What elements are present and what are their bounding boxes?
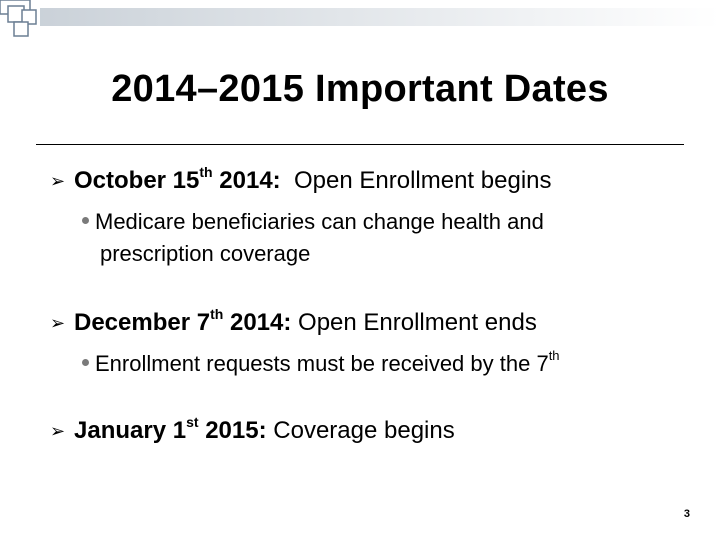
header-decoration [0,0,720,40]
title-divider [36,144,684,145]
arrowhead-icon: ➢ [50,171,66,191]
date-ordinal: st [186,414,199,430]
sub-bullet-october [82,206,544,270]
sub-bullet-december [82,348,560,380]
page-title: 2014–2015 Important Dates [111,68,609,110]
dot-icon [82,359,89,366]
bullet-text: Open Enrollment ends [291,309,537,336]
sub-bullet-text-continued: prescription coverage [100,241,311,266]
sub-bullet-ordinal: th [548,348,560,363]
date-label: October 15 [74,167,200,194]
date-label: December 7 [74,309,211,336]
date-ordinal: th [210,306,224,322]
bullet-text: Coverage begins [266,417,455,444]
date-ordinal: th [199,164,213,180]
date-label: January 1 [74,417,187,444]
slide-number: 3 [683,508,690,520]
bullet-text: Open Enrollment begins [280,167,552,194]
arrowhead-icon: ➢ [50,313,66,333]
sub-bullet-text: Medicare beneficiaries can change health and [95,209,544,234]
dot-icon [82,217,89,224]
arrowhead-icon: ➢ [50,421,66,441]
sub-bullet-text: Enrollment requests must be received by the 7 [95,351,549,376]
date-year: 2015: [198,417,267,444]
date-year: 2014: [212,167,281,194]
date-year: 2014: [223,309,292,336]
